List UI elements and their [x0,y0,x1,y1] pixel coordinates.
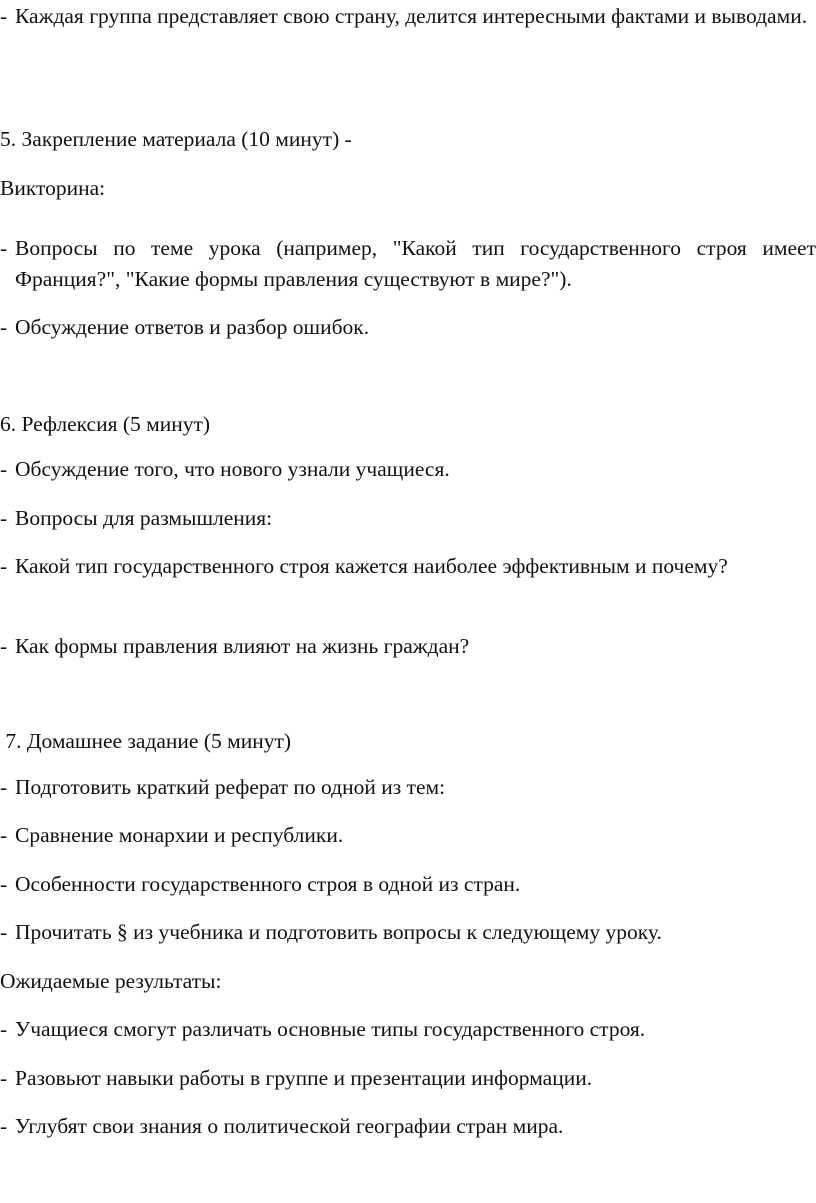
results-item [0,1014,816,1045]
section-6-item [0,631,816,662]
bullet-dash: - [0,634,8,658]
bullet-text: Как формы правления влияют на жизнь граждан? [15,634,470,658]
bullet-dash: - [0,775,8,799]
section-6-item [0,503,816,534]
bullet-dash: - [0,872,8,896]
results-heading: Ожидаемые результаты: [0,969,222,993]
section-6-item [0,454,816,485]
section-6-heading: 6. Рефлексия (5 минут) [0,412,211,436]
bullet-dash: - [0,1114,8,1138]
bullet-text: Какой тип государственного строя кажется наиболее эффективным и почему? [15,554,728,578]
bullet-text: Углубят свои знания о политической географии стран мира. [15,1114,564,1138]
bullet-dash: - [0,315,8,339]
bullet-dash: - [0,506,8,530]
section-7-item [0,772,816,803]
section-5-item [0,312,816,343]
results-item [0,1111,816,1142]
bullet-text: Вопросы для размышления: [15,506,273,530]
bullet-dash: - [0,236,8,260]
bullet-text: Подготовить краткий реферат по одной из тем: [15,775,446,799]
bullet-text: Прочитать § из учебника и подготовить вопросы к следующему уроку. [15,920,662,944]
section-6-item [0,551,816,582]
section-7-item [0,869,816,900]
section-7-heading: 7. Домашнее задание (5 минут) [0,729,292,753]
section-5-item [0,233,816,295]
results-item [0,1063,816,1094]
bullet-dash: - [0,920,8,944]
quiz-subheading: Викторина: [0,176,106,200]
bullet-text: Особенности государственного строя в одной из стран. [15,872,521,896]
section-7-item [0,820,816,851]
bullet-dash: - [0,554,8,578]
bullet-text: Обсуждение того, что нового узнали учащиеся. [15,457,450,481]
bullet-dash: - [0,1066,8,1090]
bullet-text: Обсуждение ответов и разбор ошибок. [15,315,370,339]
section-5-heading: 5. Закрепление материала (10 минут) - [0,127,352,151]
bullet-text: Учащиеся смогут различать основные типы государственного строя. [15,1017,646,1041]
bullet-text: Вопросы по теме урока (например, "Какой тип государственного строя имеет Франция?", "Какие формы правления существуют в мире?"). [15,236,816,291]
bullet-dash: - [0,4,8,28]
bullet-dash: - [0,457,8,481]
bullet-text: Разовьют навыки работы в группе и презентации информации. [15,1066,593,1090]
bullet-dash: - [0,1017,8,1041]
bullet-text: Сравнение монархии и республики. [15,823,344,847]
intro-bullet [0,1,816,32]
section-7-item [0,917,816,948]
bullet-dash: - [0,823,8,847]
bullet-text: Каждая группа представляет свою страну, делится интересными фактами и выводами. [15,4,808,28]
